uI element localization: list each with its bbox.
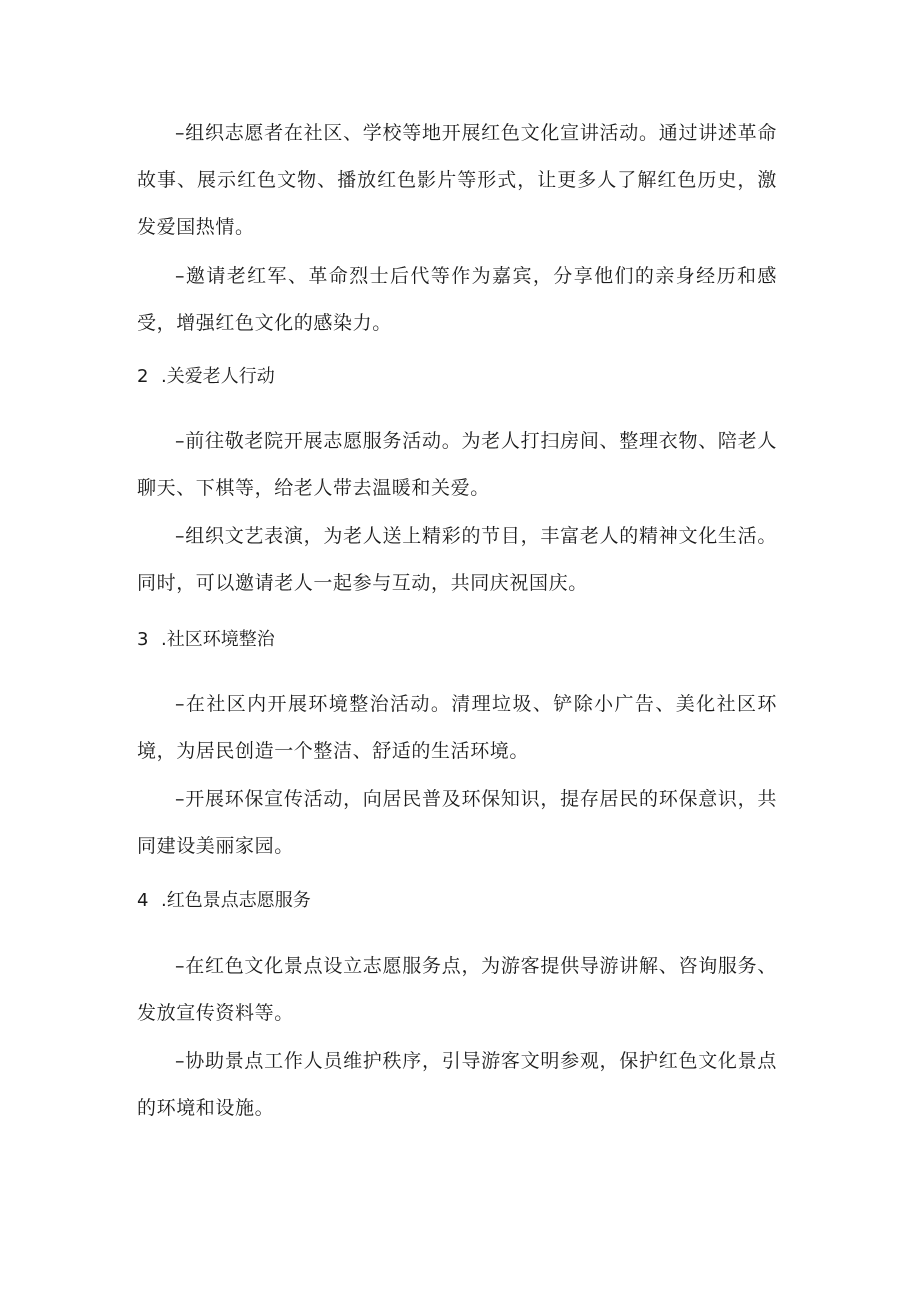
paragraph-invite-veterans: –邀请老红军、革命烈士后代等作为嘉宾，分享他们的亲身经历和感受，增强红色文化的感染力。 xyxy=(137,265,777,334)
paragraph-environmental-publicity: –开展环保宣传活动，向居民普及环保知识，提存居民的环保意识，共同建设美丽家园。 xyxy=(137,788,777,857)
section-title: .社区环境整治 xyxy=(161,629,275,650)
section-number: 4 xyxy=(137,890,149,911)
section-number: 2 xyxy=(137,366,149,387)
paragraph-maintain-order: –协助景点工作人员维护秩序，引导游客文明参观，保护红色文化景点的环境和设施。 xyxy=(137,1050,777,1119)
section-number: 3 xyxy=(137,629,149,650)
paragraph-red-culture-lectures: –组织志愿者在社区、学校等地开展红色文化宣讲活动。通过讲述革命故事、展示红色文物、播放红色影片等形式，让更多人了解红色历史，激发爱国热情。 xyxy=(137,122,777,238)
section-heading-3 xyxy=(137,625,275,655)
section-title: .关爱老人行动 xyxy=(161,366,275,387)
section-title: .红色景点志愿服务 xyxy=(161,890,311,911)
section-heading-4 xyxy=(137,886,311,916)
paragraph-scenic-spot-service: –在红色文化景点设立志愿服务点，为游客提供导游讲解、咨询服务、发放宣传资料等。 xyxy=(137,955,777,1024)
section-heading-2 xyxy=(137,362,275,392)
paragraph-art-performance: –组织文艺表演，为老人送上精彩的节目，丰富老人的精神文化生活。同时，可以邀请老人一起参与互动，共同庆祝国庆。 xyxy=(137,525,777,594)
paragraph-environment-cleanup: –在社区内开展环境整治活动。清理垃圾、铲除小广告、美化社区环境，为居民创造一个整洁、舒适的生活环境。 xyxy=(137,693,777,762)
paragraph-nursing-home-service: –前往敬老院开展志愿服务活动。为老人打扫房间、整理衣物、陪老人聊天、下棋等，给老人带去温暖和关爱。 xyxy=(137,430,777,499)
